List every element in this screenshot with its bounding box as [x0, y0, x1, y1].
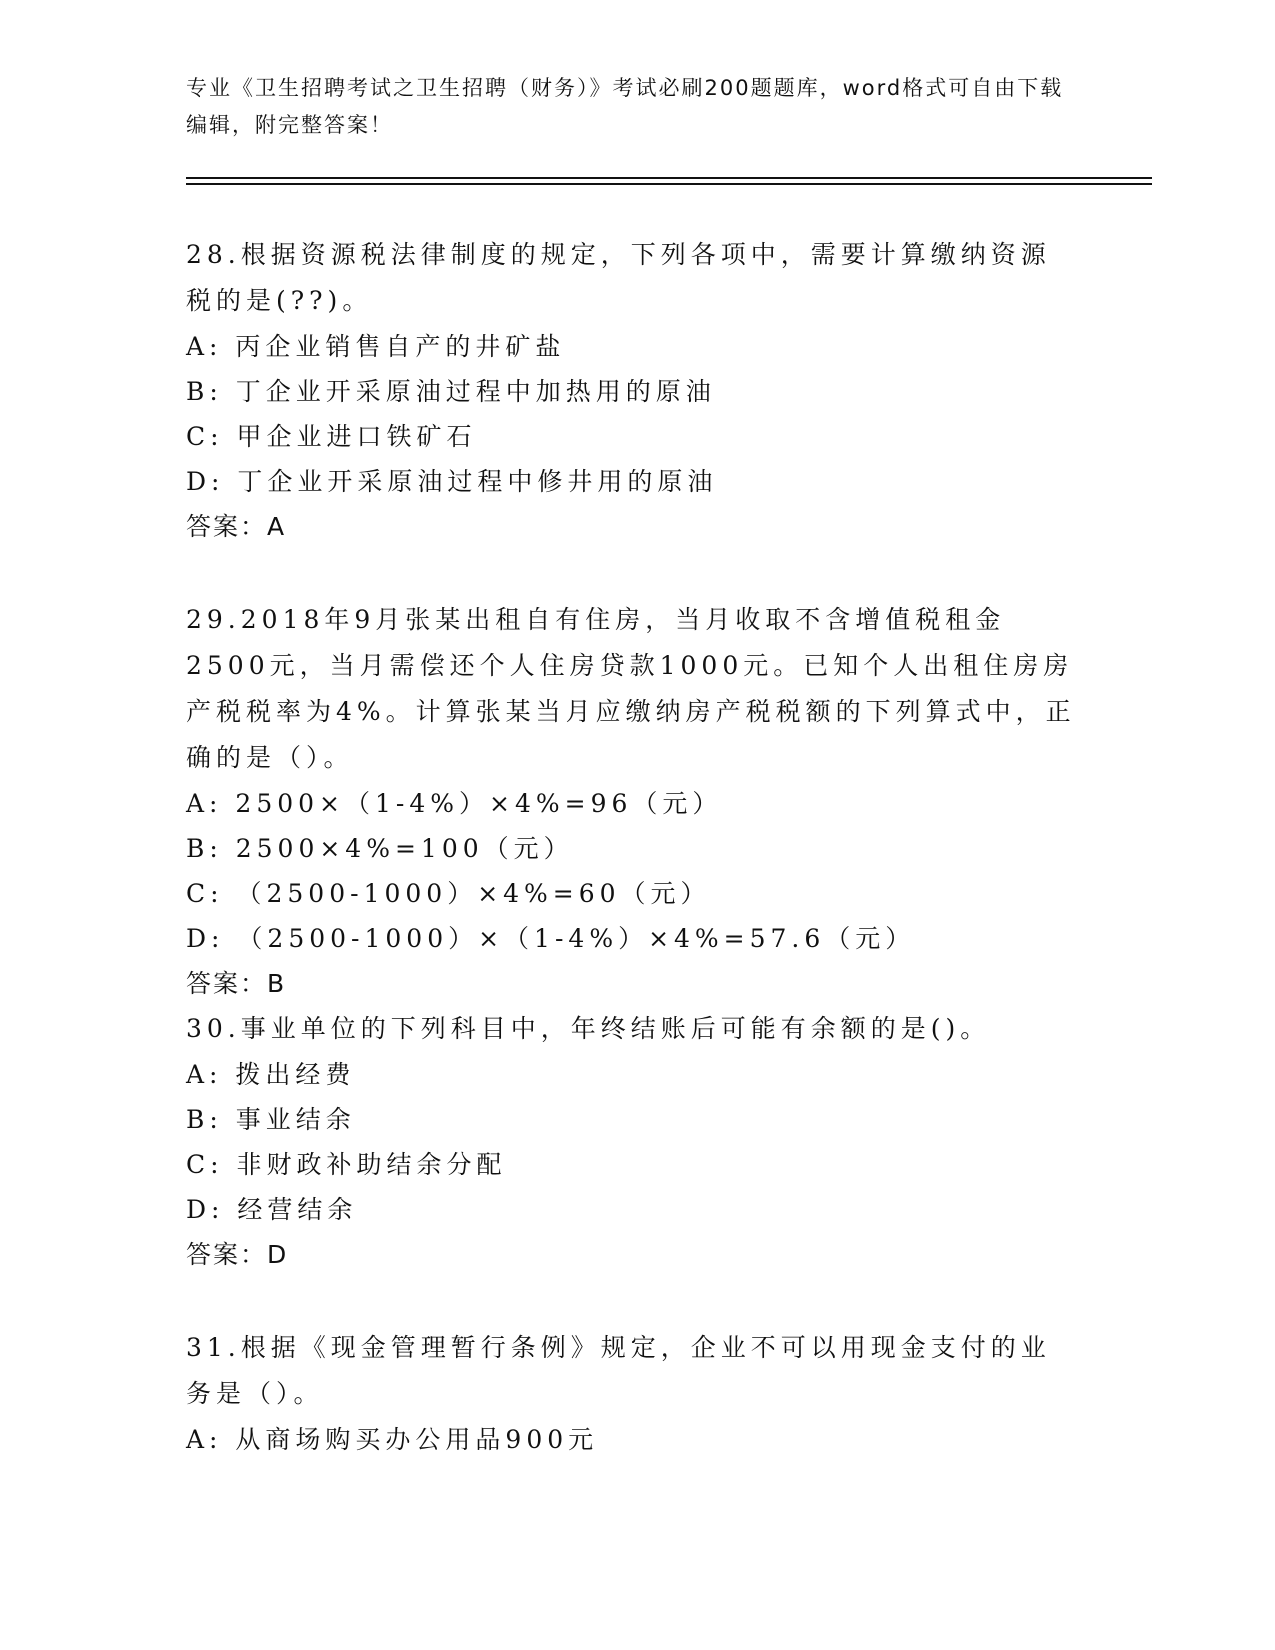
- document-header: 专业《卫生招聘考试之卫生招聘（财务）》考试必刷200题题库，word格式可自由下载编辑，附完整答案！: [186, 76, 1064, 137]
- option-d: D: 丁企业开采原油过程中修井用的原油: [186, 467, 718, 496]
- option-a: A: 2500×（1-4%）×4%=96（元）: [186, 789, 723, 818]
- header-divider-top: [186, 177, 1152, 179]
- question-31: [186, 1325, 1076, 1462]
- question-28: [186, 232, 1076, 550]
- question-stem: 29.2018年9月张某出租自有住房，当月收取不含增值税租金2500元，当月需偿还个人住房贷款1000元。已知个人出租住房房产税税率为4%。计算张某当月应缴纳房产税税额的下列算式中，正确的是（）。: [186, 605, 1076, 772]
- answer: 答案：A: [186, 512, 287, 541]
- header-divider-bottom: [186, 183, 1152, 185]
- option-c: C: 甲企业进口铁矿石: [186, 422, 477, 451]
- option-a: A: 丙企业销售自产的井矿盐: [186, 332, 566, 361]
- question-30: [186, 1006, 1076, 1278]
- option-b: B: 丁企业开采原油过程中加热用的原油: [186, 377, 716, 406]
- option-c: C: 非财政补助结余分配: [186, 1150, 507, 1179]
- option-a: A: 从商场购买办公用品900元: [186, 1425, 599, 1454]
- question-29: [186, 597, 1076, 1007]
- option-c: C: （2500-1000）×4%=60（元）: [186, 879, 711, 908]
- question-stem: 28.根据资源税法律制度的规定，下列各项中，需要计算缴纳资源税的是(??)。: [186, 240, 1051, 315]
- option-a: A: 拨出经费: [186, 1060, 356, 1089]
- option-b: B: 事业结余: [186, 1105, 356, 1134]
- question-stem: 31.根据《现金管理暂行条例》规定，企业不可以用现金支付的业务是（）。: [186, 1333, 1051, 1408]
- answer: 答案：D: [186, 1240, 289, 1269]
- option-d: D: （2500-1000）×（1-4%）×4%=57.6（元）: [186, 924, 916, 953]
- option-b: B: 2500×4%=100（元）: [186, 834, 574, 863]
- option-d: D: 经营结余: [186, 1195, 358, 1224]
- answer: 答案：B: [186, 969, 287, 998]
- question-stem: 30.事业单位的下列科目中，年终结账后可能有余额的是()。: [186, 1014, 991, 1043]
